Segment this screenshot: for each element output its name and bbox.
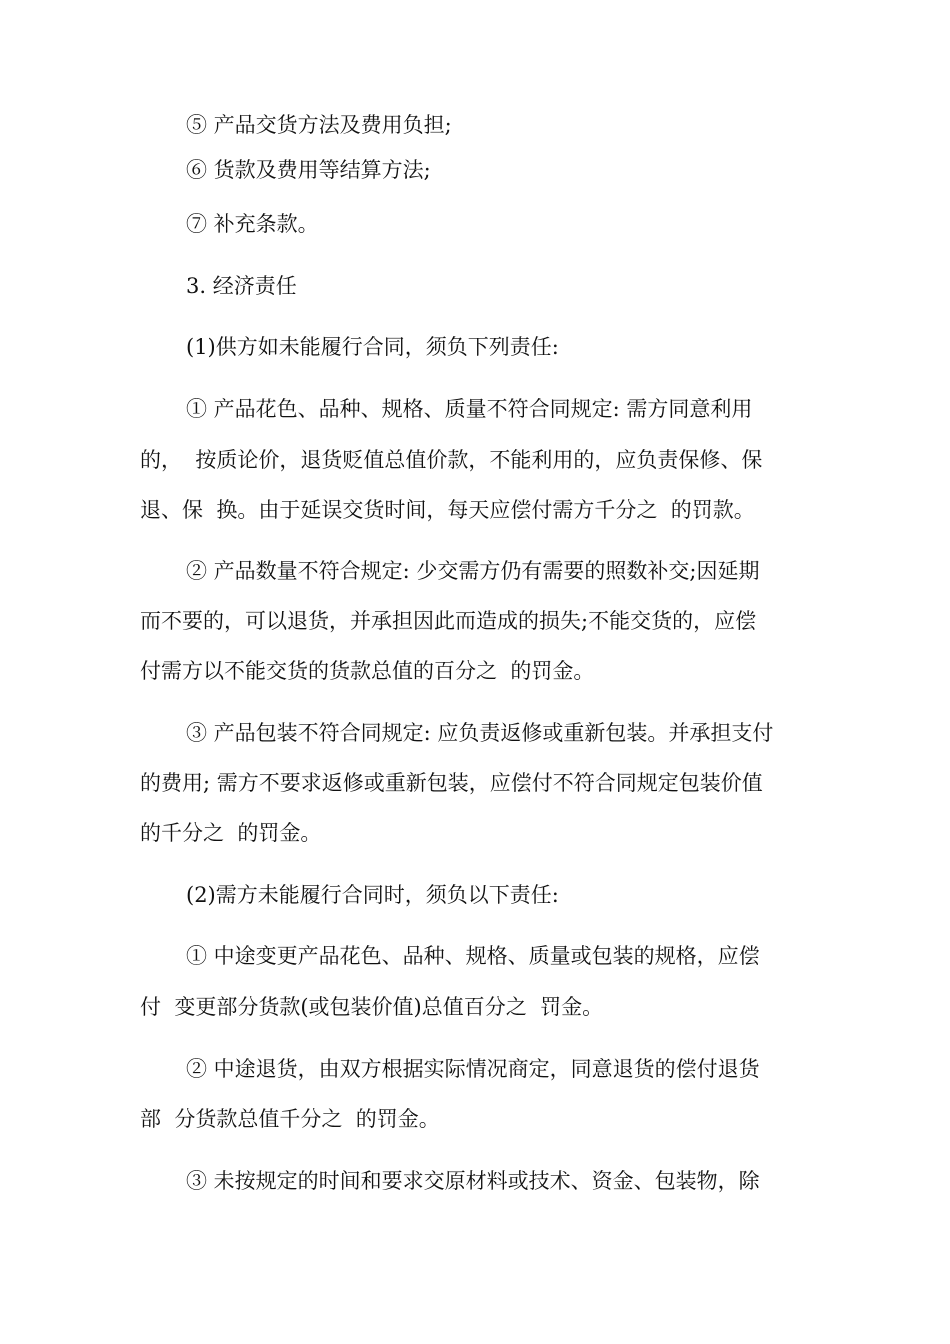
supplier-item-1-line-1: ① 产品花色、品种、规格、质量不符合同规定: 需方同意利用 [186,397,753,421]
clause-item-7: ⑦ 补充条款。 [186,212,319,236]
supplier-item-2-line-2: 而不要的，可以退货，并承担因此而造成的损失;不能交货的，应偿 [140,609,757,633]
buyer-item-2-line-1: ② 中途退货，由双方根据实际情况商定，同意退货的偿付退货 [186,1057,760,1081]
buyer-item-1-line-1: ① 中途变更产品花色、品种、规格、质量或包装的规格，应偿 [186,944,760,968]
supplier-item-2-line-1: ② 产品数量不符合规定: 少交需方仍有需要的照数补交;因延期 [186,559,760,583]
subsection-heading-supplier: (1)供方如未能履行合同，须负下列责任: [186,335,559,359]
subsection-heading-buyer: (2)需方未能履行合同时，须负以下责任: [186,883,559,907]
clause-item-6: ⑥ 货款及费用等结算方法; [186,158,431,182]
supplier-item-2-line-3: 付需方以不能交货的货款总值的百分之 的罚金。 [140,659,595,683]
buyer-item-1-line-2: 付 变更部分货款(或包装价值)总值百分之 罚金。 [140,995,604,1019]
clause-item-5: ⑤ 产品交货方法及费用负担; [186,113,452,137]
section-heading-economic-liability: 3. 经济责任 [186,274,297,298]
supplier-item-1-line-3: 退、保 换。由于延误交货时间，每天应偿付需方千分之 的罚款。 [140,498,755,522]
supplier-item-3-line-2: 的费用; 需方不要求返修或重新包装，应偿付不符合同规定包装价值 [140,771,763,795]
buyer-item-3-line-1: ③ 未按规定的时间和要求交原材料或技术、资金、包装物，除 [186,1169,760,1193]
supplier-item-1-line-2: 的， 按质论价，退货贬值总值价款，不能利用的，应负责保修、保 [140,448,763,472]
buyer-item-2-line-2: 部 分货款总值千分之 的罚金。 [140,1107,440,1131]
supplier-item-3-line-3: 的千分之 的罚金。 [140,821,322,845]
supplier-item-3-line-1: ③ 产品包装不符合同规定: 应负责返修或重新包装。并承担支付 [186,721,774,745]
